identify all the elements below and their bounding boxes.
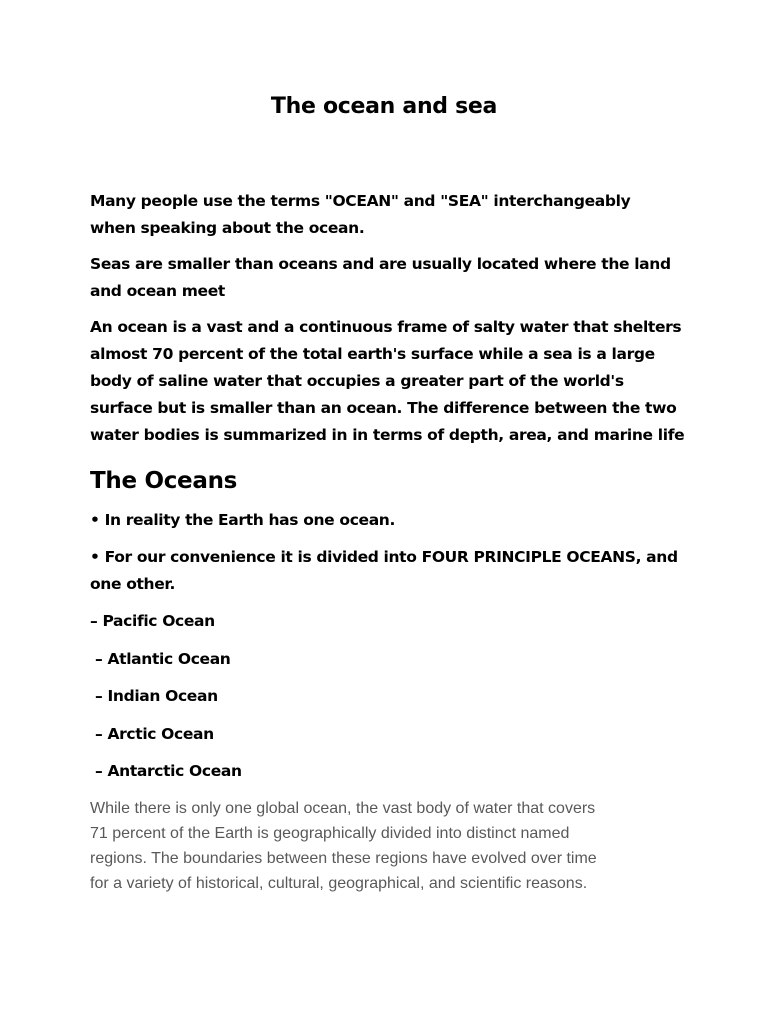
bullet-line: • In reality the Earth has one ocean. <box>90 511 396 529</box>
paragraph-line: when speaking about the ocean. <box>90 219 365 237</box>
paragraph-line: Seas are smaller than oceans and are usually located where the land <box>90 255 671 273</box>
ocean-item-indian: – Indian Ocean <box>90 687 218 705</box>
paragraph-line: water bodies is summarized in in terms of depth, area, and marine life <box>90 426 685 444</box>
paragraph-line: and ocean meet <box>90 282 225 300</box>
intro-paragraph-3 <box>90 314 690 449</box>
note-line: regions. The boundaries between these regions have evolved over time <box>90 849 597 867</box>
bullet-item-2 <box>90 544 690 598</box>
bullet-line: one other. <box>90 575 176 593</box>
note-line: 71 percent of the Earth is geographically divided into distinct named <box>90 824 570 842</box>
note-line: for a variety of historical, cultural, geographical, and scientific reasons. <box>90 874 588 892</box>
closing-note <box>90 796 690 896</box>
paragraph-line: An ocean is a vast and a continuous frame of salty water that shelters <box>90 318 682 336</box>
paragraph-line: surface but is smaller than an ocean. The difference between the two <box>90 399 677 417</box>
section-heading-oceans: The Oceans <box>90 468 238 494</box>
paragraph-line: almost 70 percent of the total earth's surface while a sea is a large <box>90 345 655 363</box>
paragraph-line: body of saline water that occupies a greater part of the world's <box>90 372 624 390</box>
intro-paragraph-2 <box>90 251 690 305</box>
page-title: The ocean and sea <box>270 94 498 119</box>
paragraph-line: Many people use the terms "OCEAN" and "SEA" interchangeably <box>90 192 631 210</box>
intro-paragraph-1 <box>90 188 690 242</box>
ocean-item-arctic: – Arctic Ocean <box>90 724 214 743</box>
bullet-line: • For our convenience it is divided into FOUR PRINCIPLE OCEANS, and <box>90 548 678 566</box>
ocean-item-atlantic: – Atlantic Ocean <box>90 649 231 668</box>
ocean-list <box>90 608 690 785</box>
ocean-item-antarctic: – Antarctic Ocean <box>90 762 242 780</box>
note-line: While there is only one global ocean, the vast body of water that covers <box>90 799 596 817</box>
bullet-item-1 <box>90 507 690 534</box>
document-body <box>90 188 690 896</box>
ocean-item-pacific: – Pacific Ocean <box>90 612 215 630</box>
